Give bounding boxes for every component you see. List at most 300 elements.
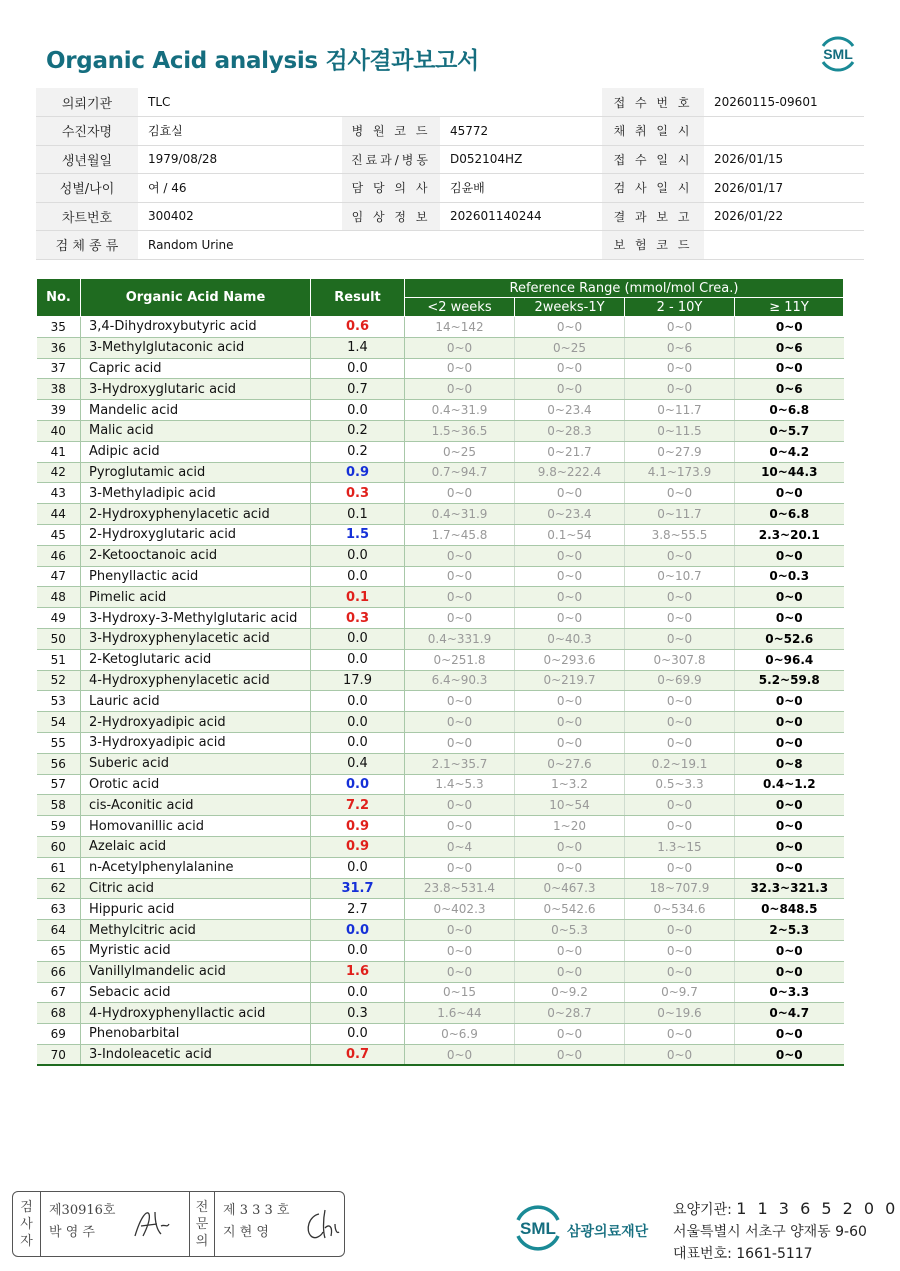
- range-11y-plus: 0~0: [735, 940, 844, 961]
- range-2weeks-1y: 0~0: [515, 545, 625, 566]
- acid-name: 3-Methylglutaconic acid: [81, 337, 311, 358]
- institution-address: 서울특별시 서초구 양재동 9-60: [673, 1224, 867, 1240]
- row-number: 63: [37, 899, 81, 920]
- range-2weeks-1y: 0~467.3: [515, 878, 625, 899]
- patient-info-row: [36, 88, 864, 117]
- range-2-10y: 0~0: [625, 816, 735, 837]
- range-under-2-weeks: 0~0: [405, 857, 515, 878]
- range-11y-plus: 0~0: [735, 816, 844, 837]
- range-2-10y: 0~0: [625, 857, 735, 878]
- row-number: 55: [37, 732, 81, 753]
- range-11y-plus: 0~4.7: [735, 1003, 844, 1024]
- info-value: Random Urine: [138, 231, 342, 260]
- range-under-2-weeks: 0~0: [405, 940, 515, 961]
- acid-name: Sebacic acid: [81, 982, 311, 1003]
- range-11y-plus: 0~0: [735, 1044, 844, 1065]
- result-value: [311, 337, 405, 358]
- range-11y-plus: 0~0: [735, 587, 844, 608]
- range-11y-plus: 0~6.8: [735, 504, 844, 525]
- info-label: [342, 88, 440, 117]
- result-flag-blue: 0.9: [345, 464, 370, 480]
- range-11y-plus: 0~52.6: [735, 628, 844, 649]
- table-row: [37, 1044, 844, 1065]
- header-range-2weeks-1y: 2weeks-1Y: [515, 298, 625, 317]
- row-number: 51: [37, 649, 81, 670]
- range-11y-plus: 2.3~20.1: [735, 524, 844, 545]
- range-2weeks-1y: 0~23.4: [515, 504, 625, 525]
- header-name: Organic Acid Name: [81, 279, 311, 317]
- range-under-2-weeks: 1.6~44: [405, 1003, 515, 1024]
- result-value: [311, 961, 405, 982]
- acid-name: Hippuric acid: [81, 899, 311, 920]
- table-row: [37, 608, 844, 629]
- range-11y-plus: 0~6.8: [735, 400, 844, 421]
- result-flag-blue: 1.5: [345, 527, 370, 543]
- header-reference-range: Reference Range (mmol/mol Crea.): [405, 279, 844, 298]
- result-flag-normal: 0.7: [347, 381, 368, 397]
- info-value: [704, 117, 864, 146]
- result-flag-normal: 0.0: [347, 568, 368, 584]
- result-value: [311, 1024, 405, 1045]
- range-11y-plus: 5.2~59.8: [735, 670, 844, 691]
- table-row: [37, 878, 844, 899]
- acid-name: Phenyllactic acid: [81, 566, 311, 587]
- result-flag-normal: 1.4: [347, 340, 368, 356]
- row-number: 68: [37, 1003, 81, 1024]
- range-2-10y: 0~0: [625, 545, 735, 566]
- table-row: [37, 795, 844, 816]
- range-2-10y: 0~11.7: [625, 504, 735, 525]
- result-value: [311, 774, 405, 795]
- row-number: 43: [37, 483, 81, 504]
- range-11y-plus: 32.3~321.3: [735, 878, 844, 899]
- table-row: [37, 379, 844, 400]
- range-2weeks-1y: 0~293.6: [515, 649, 625, 670]
- range-2-10y: 0~19.6: [625, 1003, 735, 1024]
- info-label: 검 체 종 류: [36, 231, 138, 260]
- result-value: [311, 732, 405, 753]
- table-row: [37, 982, 844, 1003]
- range-2weeks-1y: 0~0: [515, 358, 625, 379]
- acid-name: 2-Ketoglutaric acid: [81, 649, 311, 670]
- table-row: [37, 774, 844, 795]
- range-under-2-weeks: 0~4: [405, 836, 515, 857]
- range-11y-plus: 10~44.3: [735, 462, 844, 483]
- range-2-10y: 0~0: [625, 379, 735, 400]
- result-flag-normal: 2.7: [347, 901, 368, 917]
- info-value: 300402: [138, 202, 342, 231]
- range-11y-plus: 0~0: [735, 545, 844, 566]
- range-2weeks-1y: 0~5.3: [515, 920, 625, 941]
- range-2weeks-1y: 0~25: [515, 337, 625, 358]
- institution-code: 1 1 3 6 5 2 0 0: [736, 1199, 899, 1218]
- range-2-10y: 0~0: [625, 628, 735, 649]
- range-2weeks-1y: 0~0: [515, 566, 625, 587]
- result-value: [311, 816, 405, 837]
- info-value: 1979/08/28: [138, 145, 342, 174]
- range-11y-plus: 0~96.4: [735, 649, 844, 670]
- range-2-10y: 0~0: [625, 712, 735, 733]
- info-label: 병 원 코 드: [342, 117, 440, 146]
- patient-info-row: [36, 117, 864, 146]
- range-2-10y: 0~0: [625, 358, 735, 379]
- result-value: [311, 940, 405, 961]
- range-2-10y: 0~27.9: [625, 441, 735, 462]
- result-flag-normal: 0.0: [347, 652, 368, 668]
- table-row: [37, 317, 844, 338]
- info-value: 45772: [440, 117, 602, 146]
- info-value: 2026/01/22: [704, 202, 864, 231]
- examiner-license: 제30916호: [49, 1203, 116, 1218]
- result-flag-normal: 0.0: [347, 943, 368, 959]
- organic-acid-results-table: [36, 278, 844, 1066]
- result-flag-normal: 0.0: [347, 548, 368, 564]
- result-value: [311, 836, 405, 857]
- result-flag-red: 0.7: [345, 1047, 370, 1063]
- acid-name: 2-Hydroxyadipic acid: [81, 712, 311, 733]
- row-number: 56: [37, 753, 81, 774]
- table-row: [37, 358, 844, 379]
- range-2-10y: 0~0: [625, 691, 735, 712]
- info-label: 진료과/병동: [342, 145, 440, 174]
- range-2-10y: 0~0: [625, 920, 735, 941]
- range-2weeks-1y: 0~28.3: [515, 420, 625, 441]
- row-number: 70: [37, 1044, 81, 1065]
- patient-info-table: [36, 88, 864, 260]
- row-number: 53: [37, 691, 81, 712]
- result-value: [311, 753, 405, 774]
- result-flag-red: 0.6: [345, 319, 370, 335]
- range-2weeks-1y: 0~0: [515, 379, 625, 400]
- result-value: [311, 878, 405, 899]
- row-number: 57: [37, 774, 81, 795]
- range-2weeks-1y: 0~0: [515, 608, 625, 629]
- range-11y-plus: 0~0: [735, 795, 844, 816]
- range-2-10y: 0~69.9: [625, 670, 735, 691]
- phone-label: 대표번호:: [673, 1246, 737, 1262]
- table-row: [37, 420, 844, 441]
- range-2-10y: 0~6: [625, 337, 735, 358]
- institution-info: [673, 1198, 898, 1265]
- row-number: 38: [37, 379, 81, 400]
- result-value: [311, 420, 405, 441]
- info-label: 보 험 코 드: [602, 231, 704, 260]
- result-value: [311, 379, 405, 400]
- acid-name: Orotic acid: [81, 774, 311, 795]
- table-row: [37, 462, 844, 483]
- range-under-2-weeks: 1.5~36.5: [405, 420, 515, 441]
- result-value: [311, 795, 405, 816]
- table-row: [37, 961, 844, 982]
- acid-name: Azelaic acid: [81, 836, 311, 857]
- row-number: 62: [37, 878, 81, 899]
- range-under-2-weeks: 0~0: [405, 961, 515, 982]
- header-range-11y-plus: ≥ 11Y: [735, 298, 844, 317]
- row-number: 58: [37, 795, 81, 816]
- brand-logo-text: SML: [520, 1219, 556, 1238]
- acid-name: Mandelic acid: [81, 400, 311, 421]
- range-2weeks-1y: 0~28.7: [515, 1003, 625, 1024]
- table-row: [37, 587, 844, 608]
- range-under-2-weeks: 0~0: [405, 358, 515, 379]
- result-flag-normal: 0.0: [347, 402, 368, 418]
- acid-name: 4-Hydroxyphenyllactic acid: [81, 1003, 311, 1024]
- header-result: Result: [311, 279, 405, 317]
- result-flag-normal: 17.9: [343, 672, 372, 688]
- acid-name: Pimelic acid: [81, 587, 311, 608]
- range-2weeks-1y: 0~542.6: [515, 899, 625, 920]
- info-label: 성별/나이: [36, 174, 138, 203]
- patient-info-row: [36, 231, 864, 260]
- range-11y-plus: 0~3.3: [735, 982, 844, 1003]
- range-under-2-weeks: 0~0: [405, 920, 515, 941]
- result-flag-normal: 0.2: [347, 423, 368, 439]
- range-11y-plus: 0~0: [735, 317, 844, 338]
- row-number: 50: [37, 628, 81, 649]
- range-2weeks-1y: 0~0: [515, 712, 625, 733]
- range-2-10y: 0~0: [625, 608, 735, 629]
- range-2weeks-1y: 0~0: [515, 691, 625, 712]
- acid-name: Adipic acid: [81, 441, 311, 462]
- info-label: 담 당 의 사: [342, 174, 440, 203]
- table-row: [37, 545, 844, 566]
- info-label: 결 과 보 고: [602, 202, 704, 231]
- patient-info-row: [36, 202, 864, 231]
- range-2-10y: 0~11.5: [625, 420, 735, 441]
- result-flag-normal: 0.0: [347, 735, 368, 751]
- range-2weeks-1y: 0~21.7: [515, 441, 625, 462]
- range-11y-plus: 0~0: [735, 608, 844, 629]
- specialist-label: 전 문 의: [189, 1192, 215, 1256]
- result-flag-red: 0.9: [345, 818, 370, 834]
- row-number: 47: [37, 566, 81, 587]
- acid-name: 3-Hydroxy-3-Methylglutaric acid: [81, 608, 311, 629]
- range-2-10y: 0~0: [625, 732, 735, 753]
- range-2weeks-1y: 0~0: [515, 961, 625, 982]
- table-row: [37, 691, 844, 712]
- info-value: [704, 231, 864, 260]
- range-2weeks-1y: 0~0: [515, 857, 625, 878]
- row-number: 64: [37, 920, 81, 941]
- range-under-2-weeks: 2.1~35.7: [405, 753, 515, 774]
- range-11y-plus: 2~5.3: [735, 920, 844, 941]
- range-11y-plus: 0~5.7: [735, 420, 844, 441]
- range-under-2-weeks: 0~0: [405, 816, 515, 837]
- header-range-under-2-weeks: <2 weeks: [405, 298, 515, 317]
- range-2weeks-1y: 1~20: [515, 816, 625, 837]
- examiner-label: 검 사 자: [13, 1192, 41, 1256]
- range-11y-plus: 0~0: [735, 483, 844, 504]
- result-flag-normal: 0.0: [347, 693, 368, 709]
- logo-text: SML: [823, 46, 853, 62]
- range-under-2-weeks: 0~0: [405, 483, 515, 504]
- table-row: [37, 732, 844, 753]
- range-under-2-weeks: 0~0: [405, 337, 515, 358]
- range-11y-plus: 0~0: [735, 732, 844, 753]
- range-2-10y: 0~307.8: [625, 649, 735, 670]
- range-2weeks-1y: 0~0: [515, 317, 625, 338]
- result-flag-red: 0.3: [345, 610, 370, 626]
- range-2-10y: 0.2~19.1: [625, 753, 735, 774]
- range-2weeks-1y: 0~9.2: [515, 982, 625, 1003]
- range-11y-plus: 0~0: [735, 358, 844, 379]
- range-under-2-weeks: 0.4~31.9: [405, 400, 515, 421]
- table-row: [37, 504, 844, 525]
- info-value: 2026/01/15: [704, 145, 864, 174]
- info-value: 김효실: [138, 117, 342, 146]
- row-number: 46: [37, 545, 81, 566]
- range-under-2-weeks: 0~251.8: [405, 649, 515, 670]
- acid-name: Myristic acid: [81, 940, 311, 961]
- result-value: [311, 1003, 405, 1024]
- result-flag-blue: 0.0: [345, 776, 370, 792]
- range-2weeks-1y: 1~3.2: [515, 774, 625, 795]
- range-2weeks-1y: 0~0: [515, 587, 625, 608]
- result-value: [311, 899, 405, 920]
- acid-name: n-Acetylphenylalanine: [81, 857, 311, 878]
- table-row: [37, 670, 844, 691]
- row-number: 69: [37, 1024, 81, 1045]
- range-2-10y: 0~10.7: [625, 566, 735, 587]
- institution-label: 요양기관:: [673, 1202, 737, 1218]
- range-11y-plus: 0~848.5: [735, 899, 844, 920]
- acid-name: 3-Hydroxyglutaric acid: [81, 379, 311, 400]
- result-flag-normal: 0.0: [347, 631, 368, 647]
- table-row: [37, 483, 844, 504]
- range-under-2-weeks: 0~0: [405, 545, 515, 566]
- sml-brand-logo-icon: [510, 1200, 566, 1256]
- row-number: 48: [37, 587, 81, 608]
- range-under-2-weeks: 0~6.9: [405, 1024, 515, 1045]
- patient-info-row: [36, 174, 864, 203]
- result-value: [311, 628, 405, 649]
- acid-name: cis-Aconitic acid: [81, 795, 311, 816]
- info-value: 202601140244: [440, 202, 602, 231]
- acid-name: Phenobarbital: [81, 1024, 311, 1045]
- table-row: [37, 337, 844, 358]
- range-11y-plus: 0~0.3: [735, 566, 844, 587]
- range-under-2-weeks: 1.4~5.3: [405, 774, 515, 795]
- range-under-2-weeks: 0~0: [405, 795, 515, 816]
- info-value: TLC: [138, 88, 342, 117]
- patient-info-row: [36, 145, 864, 174]
- row-number: 39: [37, 400, 81, 421]
- table-row: [37, 566, 844, 587]
- range-2weeks-1y: 9.8~222.4: [515, 462, 625, 483]
- info-label: 수진자명: [36, 117, 138, 146]
- range-11y-plus: 0~0: [735, 857, 844, 878]
- acid-name: 4-Hydroxyphenylacetic acid: [81, 670, 311, 691]
- range-11y-plus: 0~6: [735, 379, 844, 400]
- header-range-2-10y: 2 - 10Y: [625, 298, 735, 317]
- range-11y-plus: 0~0: [735, 961, 844, 982]
- info-label: 채 취 일 시: [602, 117, 704, 146]
- info-label: 접 수 번 호: [602, 88, 704, 117]
- table-row: [37, 1024, 844, 1045]
- info-label: 의뢰기관: [36, 88, 138, 117]
- range-2-10y: 0~0: [625, 940, 735, 961]
- row-number: 61: [37, 857, 81, 878]
- info-value: D052104HZ: [440, 145, 602, 174]
- result-value: [311, 317, 405, 338]
- info-value: [440, 88, 602, 117]
- acid-name: Suberic acid: [81, 753, 311, 774]
- row-number: 54: [37, 712, 81, 733]
- row-number: 44: [37, 504, 81, 525]
- result-value: [311, 441, 405, 462]
- result-value: [311, 649, 405, 670]
- range-2-10y: 3.8~55.5: [625, 524, 735, 545]
- result-flag-blue: 0.0: [345, 922, 370, 938]
- range-2weeks-1y: 0~0: [515, 836, 625, 857]
- result-value: [311, 524, 405, 545]
- info-label: 차트번호: [36, 202, 138, 231]
- row-number: 37: [37, 358, 81, 379]
- range-under-2-weeks: 0~0: [405, 566, 515, 587]
- range-2weeks-1y: 0~219.7: [515, 670, 625, 691]
- info-label: 임 상 정 보: [342, 202, 440, 231]
- acid-name: Capric acid: [81, 358, 311, 379]
- table-row: [37, 441, 844, 462]
- range-11y-plus: 0~4.2: [735, 441, 844, 462]
- table-row: [37, 649, 844, 670]
- info-value: 김윤배: [440, 174, 602, 203]
- range-2weeks-1y: 0~27.6: [515, 753, 625, 774]
- acid-name: 2-Hydroxyphenylacetic acid: [81, 504, 311, 525]
- range-2-10y: 0~0: [625, 961, 735, 982]
- result-value: [311, 545, 405, 566]
- result-flag-red: 0.1: [345, 589, 370, 605]
- result-value: [311, 587, 405, 608]
- table-row: [37, 1003, 844, 1024]
- specialist-name: 지 현 영: [223, 1225, 269, 1240]
- result-flag-normal: 0.0: [347, 984, 368, 1000]
- range-2weeks-1y: 0~0: [515, 483, 625, 504]
- info-value: 20260115-09601: [704, 88, 864, 117]
- acid-name: 3,4-Dihydroxybutyric acid: [81, 317, 311, 338]
- row-number: 41: [37, 441, 81, 462]
- row-number: 65: [37, 940, 81, 961]
- acid-name: Vanillylmandelic acid: [81, 961, 311, 982]
- range-11y-plus: 0~0: [735, 1024, 844, 1045]
- table-row: [37, 400, 844, 421]
- table-row: [37, 940, 844, 961]
- range-under-2-weeks: 0~0: [405, 691, 515, 712]
- result-flag-red: 7.2: [345, 797, 370, 813]
- row-number: 60: [37, 836, 81, 857]
- result-flag-red: 0.3: [345, 485, 370, 501]
- range-under-2-weeks: 0.7~94.7: [405, 462, 515, 483]
- range-2-10y: 0~11.7: [625, 400, 735, 421]
- table-row: [37, 753, 844, 774]
- range-2weeks-1y: 0~0: [515, 1024, 625, 1045]
- result-value: [311, 857, 405, 878]
- range-under-2-weeks: 14~142: [405, 317, 515, 338]
- range-under-2-weeks: 0~25: [405, 441, 515, 462]
- table-row: [37, 524, 844, 545]
- range-2-10y: 0~0: [625, 1044, 735, 1065]
- header-no: No.: [37, 279, 81, 317]
- result-value: [311, 982, 405, 1003]
- acid-name: 3-Hydroxyadipic acid: [81, 732, 311, 753]
- acid-name: 2-Ketooctanoic acid: [81, 545, 311, 566]
- table-row: [37, 816, 844, 837]
- range-2-10y: 0~0: [625, 317, 735, 338]
- range-2weeks-1y: 0~0: [515, 940, 625, 961]
- range-2weeks-1y: 0~23.4: [515, 400, 625, 421]
- result-value: [311, 462, 405, 483]
- acid-name: 2-Hydroxyglutaric acid: [81, 524, 311, 545]
